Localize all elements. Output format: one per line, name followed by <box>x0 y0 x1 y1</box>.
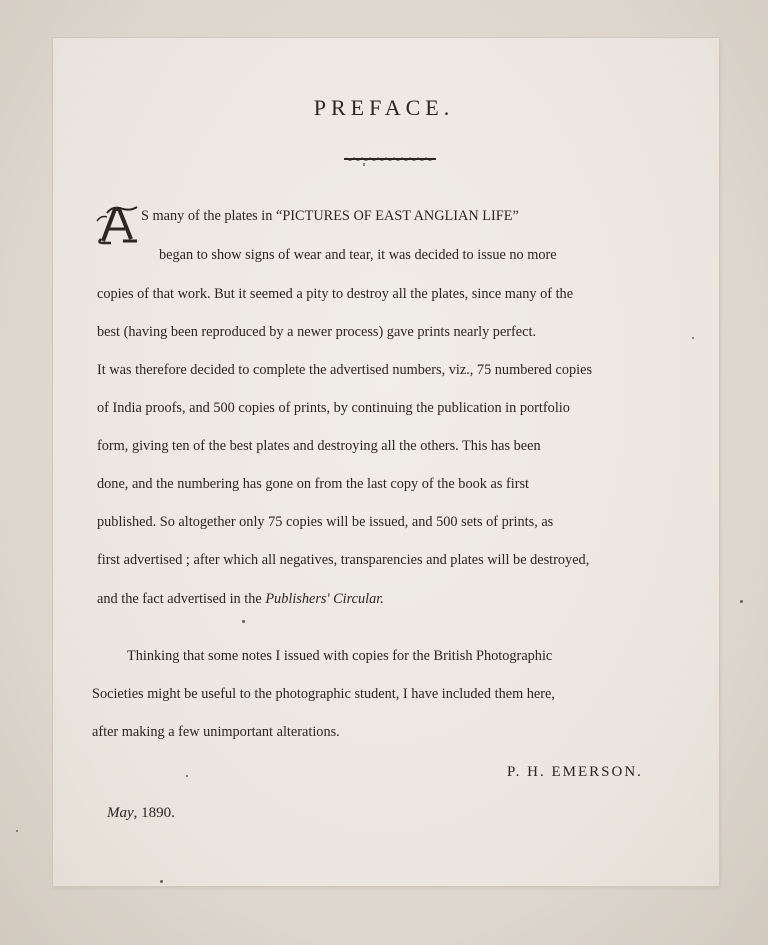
speck-mark <box>16 830 18 832</box>
speck-mark <box>242 620 245 623</box>
publication-title: Publishers' Circular. <box>265 591 384 607</box>
date-line <box>107 805 175 822</box>
text-line: published. So altogether only 75 copies will be issued, and 500 sets of prints, as <box>97 514 554 530</box>
text-line-last <box>97 591 384 608</box>
text-line: copies of that work. But it seemed a pity to destroy all the plates, since many of the <box>97 286 574 302</box>
text-line: Thinking that some notes I issued with copies for the British Photographic <box>127 648 553 664</box>
speck-mark <box>692 337 694 339</box>
text-line: Societies might be useful to the photographic student, I have included them here, <box>92 686 555 702</box>
text-line: It was therefore decided to complete the advertised numbers, viz., 75 numbered copies <box>97 362 593 378</box>
dropcap-letter-a-icon <box>93 203 141 245</box>
ornament-divider <box>342 153 438 167</box>
text-line: first advertised ; after which all negatives, transparencies and plates will be destroyed, <box>97 552 590 568</box>
text-line-prefix: and the fact advertised in the <box>97 591 266 607</box>
text-line: form, giving ten of the best plates and destroying all the others. This has been <box>97 438 541 454</box>
speck-mark <box>740 600 743 603</box>
speck-mark <box>160 880 163 883</box>
date-month: May <box>107 805 134 821</box>
text-line: S many of the plates in “PICTURES OF EAST ANGLIAN LIFE” <box>141 208 519 224</box>
text-line: best (having been reproduced by a newer process) gave prints nearly perfect. <box>97 324 537 340</box>
text-line: after making a few unimportant alterations. <box>92 724 340 740</box>
signature: P. H. EMERSON. <box>507 764 643 780</box>
page-title: PREFACE. <box>313 95 455 120</box>
text-line: done, and the numbering has gone on from the last copy of the book as first <box>97 476 529 492</box>
speck-mark <box>186 775 188 777</box>
text-line: began to show signs of wear and tear, it was decided to issue no more <box>159 247 557 263</box>
date-year: , 1890. <box>133 805 175 821</box>
text-line: of India proofs, and 500 copies of prints, by continuing the publication in portfolio <box>97 400 570 416</box>
